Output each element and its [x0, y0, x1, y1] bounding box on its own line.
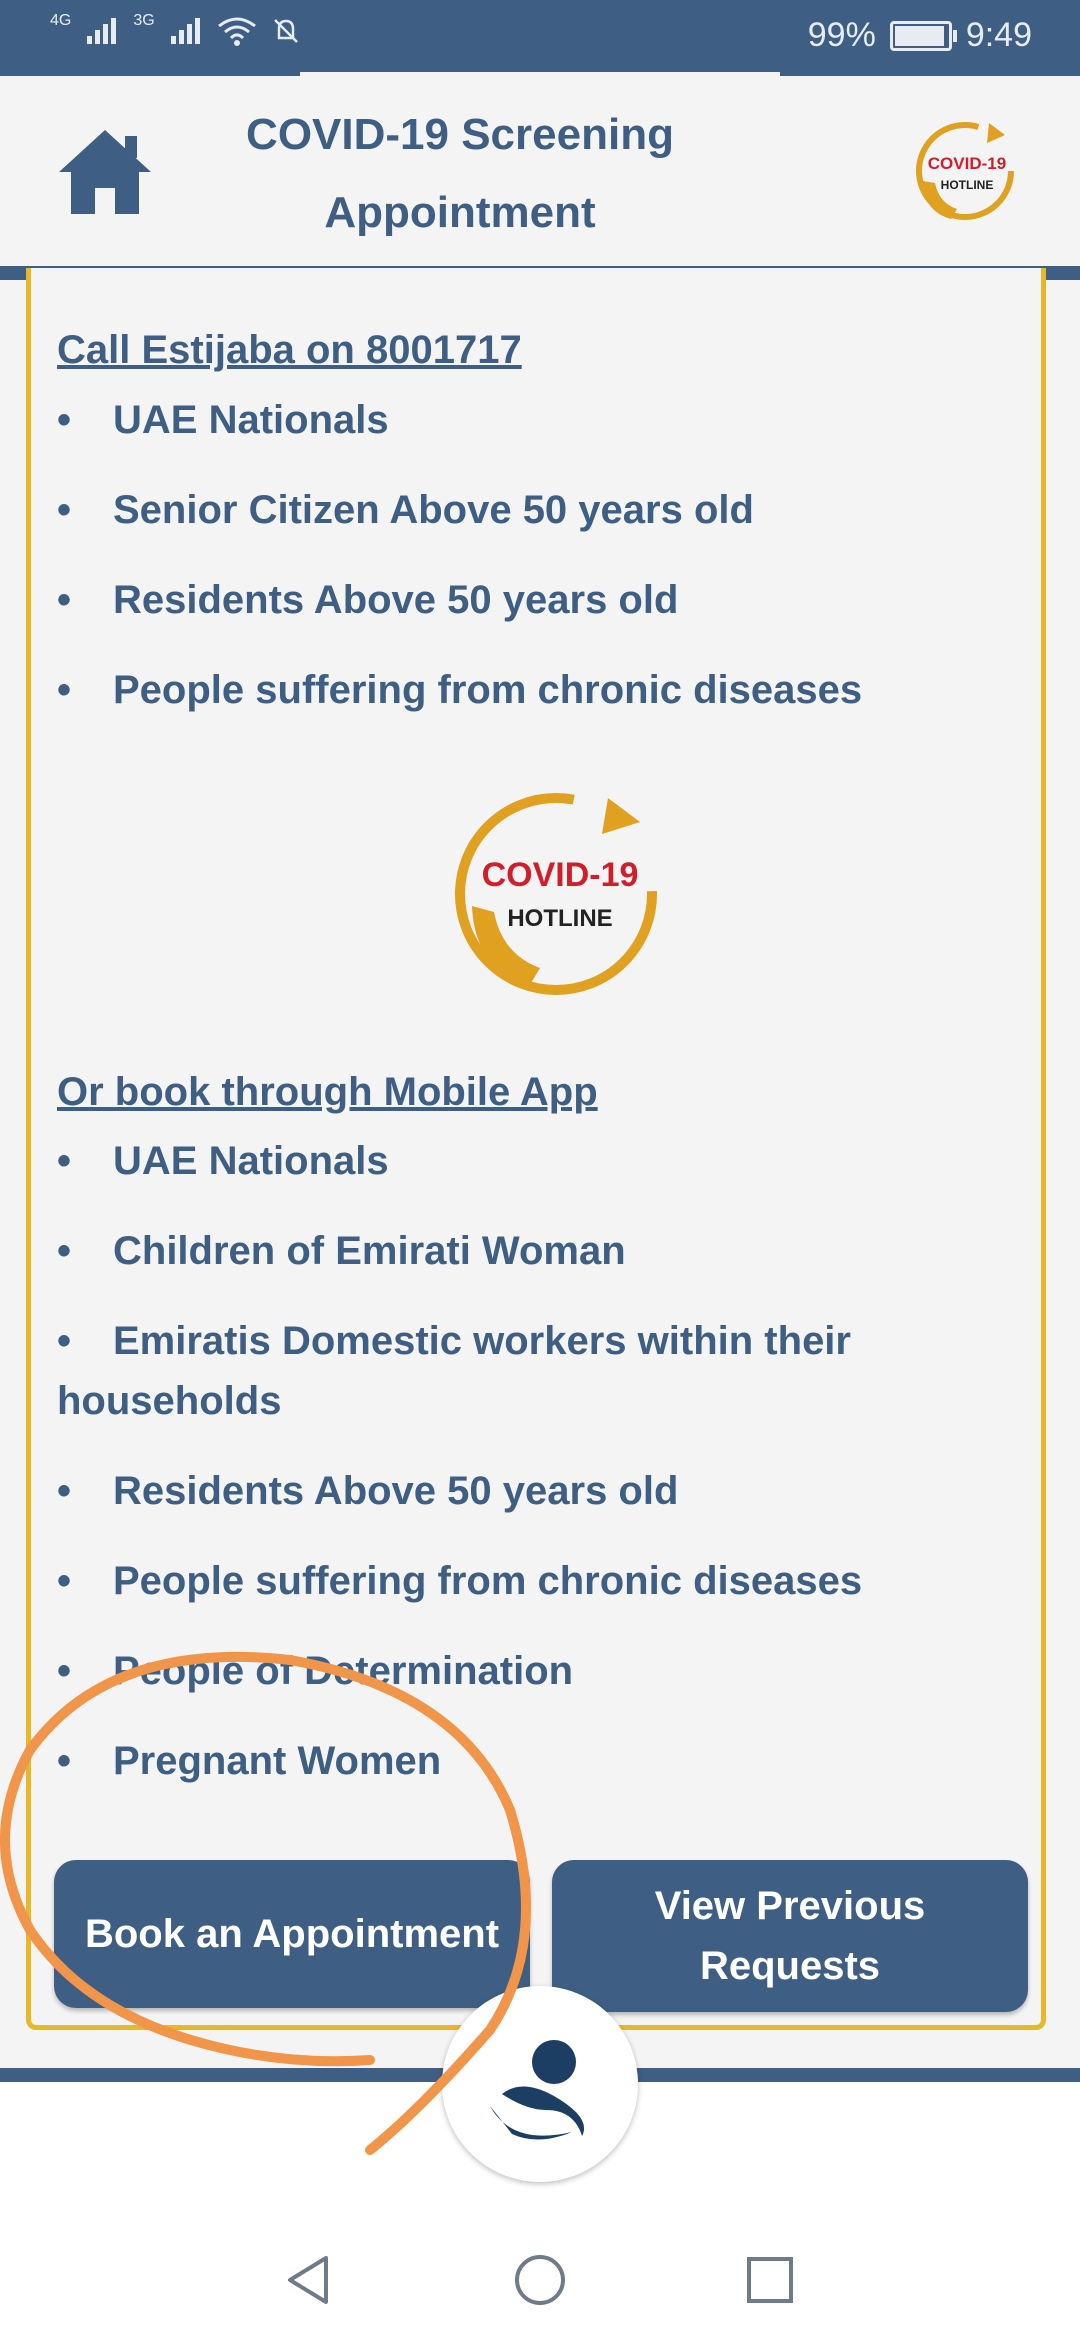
signal-icon-2 [169, 16, 203, 46]
list-item: • Residents Above 50 years old [57, 578, 679, 622]
app-header [0, 76, 1080, 266]
battery-icon [890, 21, 952, 51]
status-bar [0, 0, 1080, 76]
list-item: • Children of Emirati Woman [57, 1229, 626, 1273]
status-icons-left [50, 12, 301, 46]
person-icon [442, 1986, 638, 2182]
home-nav-icon[interactable] [510, 2250, 570, 2310]
page-title [200, 96, 720, 252]
hotline-logo-large-line2: HOTLINE [507, 905, 613, 932]
list-item: • Residents Above 50 years old [57, 1469, 679, 1513]
list-item: • Emiratis Domestic workers within their households [57, 1319, 851, 1423]
profile-fab[interactable] [442, 1986, 638, 2182]
wifi-icon [217, 16, 257, 46]
hotline-logo-large-line1: COVID-19 [481, 856, 639, 894]
back-icon[interactable] [280, 2250, 340, 2310]
list-item: • UAE Nationals [57, 1139, 389, 1183]
call-section-heading[interactable]: Call Estijaba on 8001717 [57, 328, 522, 372]
page-title-line1: COVID-19 Screening [246, 110, 674, 159]
list-item: • People suffering from chronic diseases [57, 668, 863, 712]
list-item: • Senior Citizen Above 50 years old [57, 488, 754, 532]
call-eligibility-list [57, 390, 1017, 750]
bell-muted-icon [271, 16, 301, 46]
status-icons-right [808, 16, 1032, 55]
app-eligibility-list [57, 1131, 1017, 1821]
view-previous-requests-label: View Previous Requests [654, 1884, 926, 1988]
signal-icon [85, 16, 119, 46]
list-item: • People of Determination [57, 1649, 574, 1693]
network-4g-label: 4G [50, 12, 72, 29]
content-card [26, 268, 1046, 2030]
clock: 9:49 [965, 16, 1032, 54]
hotline-logo-line2: HOTLINE [940, 178, 994, 192]
hotline-logo-line1: COVID-19 [927, 154, 1007, 173]
page-title-line2: Appointment [324, 188, 596, 237]
hotline-logo [905, 111, 1025, 231]
recents-icon[interactable] [740, 2250, 800, 2310]
battery-percent: 99% [807, 16, 876, 54]
home-icon[interactable] [55, 126, 155, 216]
list-item: • UAE Nationals [57, 398, 389, 442]
book-appointment-button[interactable]: Book an Appointment [54, 1860, 530, 2008]
network-3g-label: 3G [133, 12, 155, 29]
list-item: • People suffering from chronic diseases [57, 1559, 863, 1603]
hotline-logo-large [436, 776, 676, 1006]
list-item: • Pregnant Women [57, 1739, 442, 1783]
app-section-heading[interactable]: Or book through Mobile App [57, 1070, 598, 1114]
